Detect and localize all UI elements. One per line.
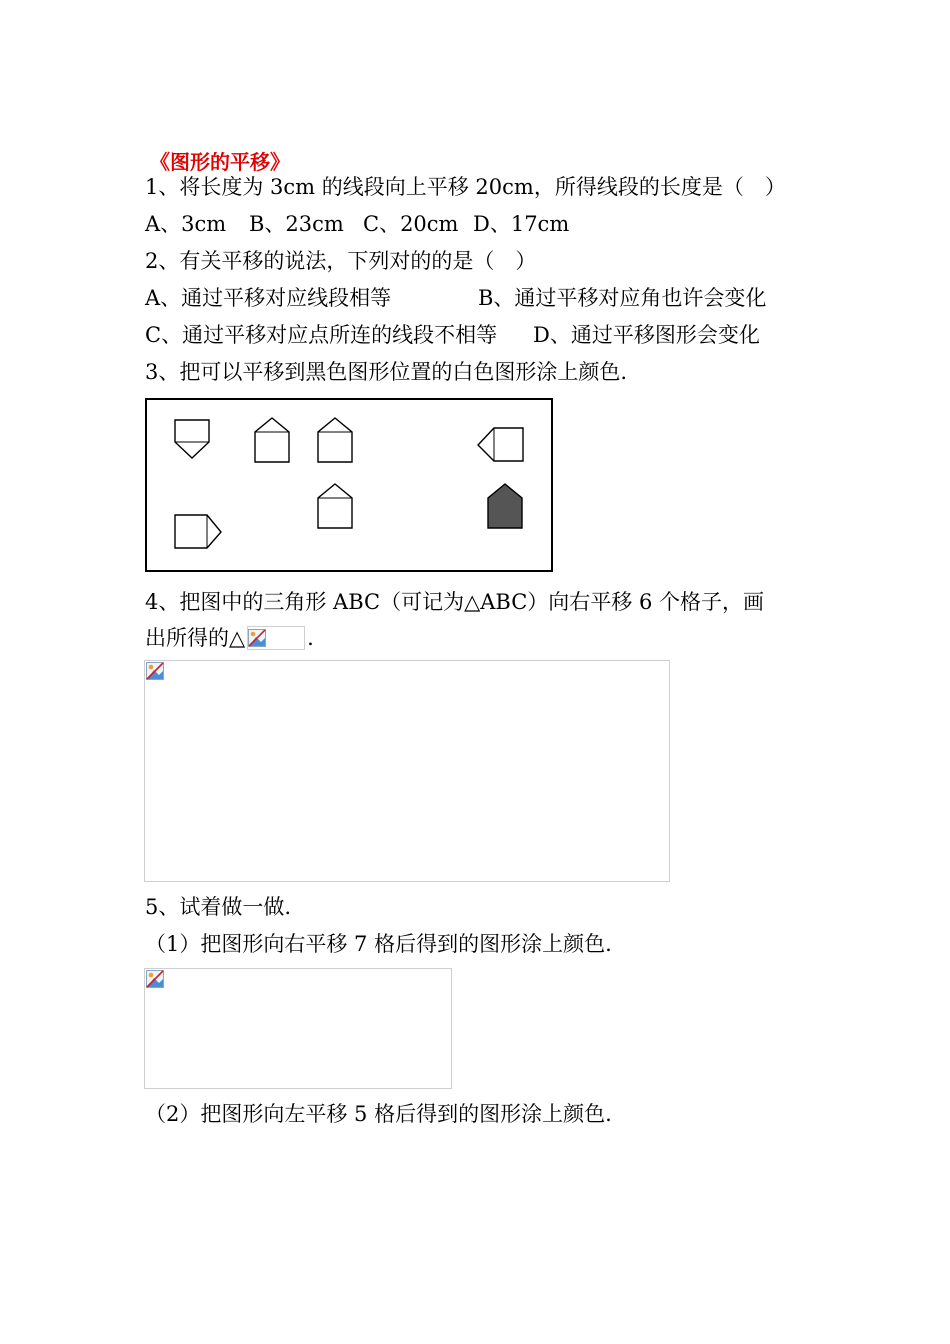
- pentagon-pointing-up-3: [318, 484, 352, 528]
- question-1-option-c: C、20cm: [363, 212, 459, 236]
- shapes-svg: [147, 400, 551, 570]
- pentagon-pointing-down: [175, 420, 209, 458]
- question-5-sub-1: （1）把图形向右平移 7 格后得到的图形涂上颜色.: [145, 932, 612, 956]
- page-title: 《图形的平移》: [150, 150, 290, 174]
- shapes-figure: [145, 398, 553, 572]
- question-1-text: 1、将长度为 3cm 的线段向上平移 20cm，所得线段的长度是（ ）: [145, 175, 786, 199]
- broken-image-icon: [146, 970, 164, 988]
- question-1-option-b: B、23cm: [249, 212, 344, 236]
- question-4-line-1: 4、把图中的三角形 ABC（可记为△ABC）向右平移 6 个格子，画: [145, 590, 765, 614]
- question-2-option-d: D、通过平移图形会变化: [533, 323, 760, 347]
- question-5-sub-1-image-placeholder: [144, 968, 452, 1089]
- question-5-text: 5、试着做一做.: [145, 895, 292, 919]
- pentagon-pointing-up-1: [255, 418, 289, 462]
- question-4-grid-image-placeholder: [144, 660, 670, 882]
- broken-image-icon: [248, 629, 266, 647]
- question-1-option-a: A、3cm: [145, 212, 227, 236]
- black-pentagon-target: [488, 484, 522, 528]
- question-4-suffix: .: [307, 626, 314, 650]
- question-5-sub-2: （2）把图形向左平移 5 格后得到的图形涂上颜色.: [145, 1102, 612, 1126]
- question-4-prefix: 出所得的△: [145, 626, 246, 650]
- question-2-option-a: A、通过平移对应线段相等: [145, 286, 392, 310]
- question-4-line-2: [145, 625, 314, 651]
- question-1-option-d: D、17cm: [473, 212, 570, 236]
- question-2-text: 2、有关平移的说法，下列对的的是（ ）: [145, 249, 537, 273]
- pentagon-pointing-up-2: [318, 418, 352, 462]
- pentagon-pointing-right: [175, 515, 221, 548]
- question-2-option-c: C、通过平移对应点所连的线段不相等: [145, 323, 498, 347]
- pentagon-pointing-left-shape: [478, 428, 523, 461]
- broken-image-icon: [146, 662, 164, 680]
- inline-image-placeholder: [247, 626, 305, 650]
- question-2-option-b: B、通过平移对应角也许会变化: [478, 286, 767, 310]
- question-3-text: 3、把可以平移到黑色图形位置的白色图形涂上颜色.: [145, 360, 628, 384]
